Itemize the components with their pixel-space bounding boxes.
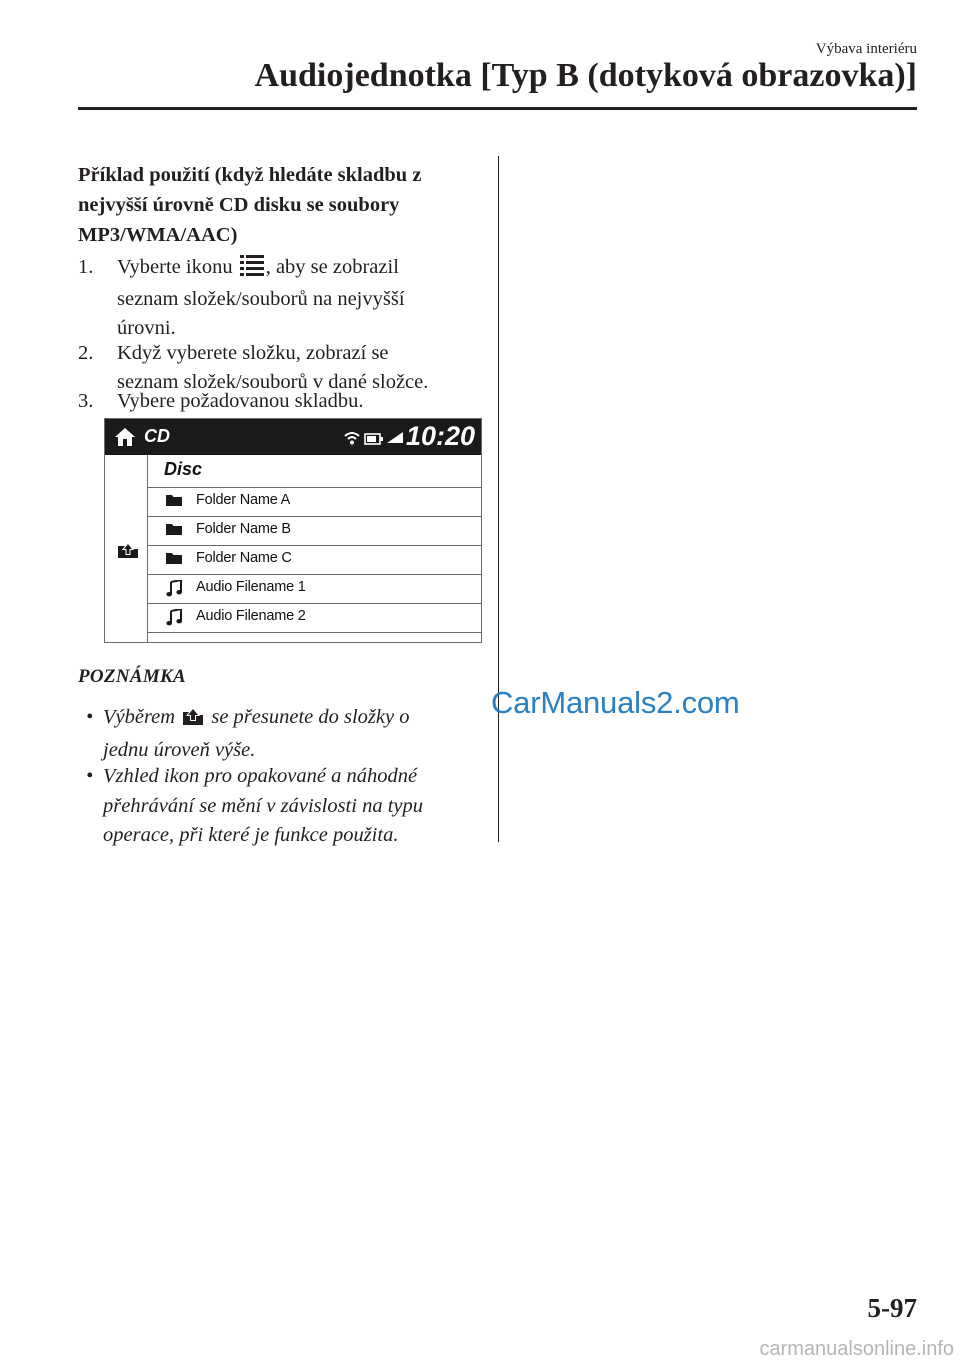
note-text: přehrávání se mění v závislosti na typu — [103, 794, 423, 817]
folder-row[interactable] — [148, 546, 481, 575]
note-heading: POZNÁMKA — [78, 666, 186, 687]
cd-screen-illustration — [104, 418, 482, 643]
list-header-label: Disc — [164, 459, 203, 479]
note-item-1 — [86, 703, 496, 765]
example-heading — [78, 160, 488, 250]
note-item-2 — [86, 762, 496, 851]
row-label: Audio Filename 1 — [196, 579, 306, 595]
step-number: 1. — [78, 256, 94, 278]
step-text: Vybere požadovanou skladbu. — [117, 390, 364, 412]
screen-title: CD — [144, 426, 170, 446]
wifi-icon — [344, 431, 360, 450]
example-heading-line: nejvyšší úrovně CD disku se soubory — [78, 194, 400, 216]
step-text: Když vyberete složku, zobrazí se — [117, 342, 389, 364]
step-3 — [78, 387, 498, 416]
folder-icon — [166, 522, 182, 541]
battery-icon — [364, 432, 384, 450]
step-text: úrovni. — [117, 317, 176, 339]
watermark: CarManuals2.com — [491, 685, 740, 720]
example-heading-line: Příklad použití (když hledáte skladbu z — [78, 164, 422, 186]
music-note-icon — [166, 609, 182, 631]
step-number: 2. — [78, 342, 94, 364]
chapter-title: Audiojednotka [Typ B (dotyková obrazovka)] — [254, 57, 917, 94]
example-heading-line: MP3/WMA/AAC) — [78, 224, 238, 246]
row-label: Folder Name C — [196, 550, 292, 566]
folder-icon — [166, 551, 182, 570]
step-text: Vyberte ikonu — [117, 256, 233, 278]
audio-file-row[interactable] — [148, 575, 481, 604]
signal-icon — [386, 431, 404, 449]
row-label: Folder Name A — [196, 492, 291, 508]
clock: 10:20 — [405, 421, 475, 451]
folder-row[interactable] — [148, 517, 481, 546]
header-divider — [78, 107, 917, 110]
folder-icon — [166, 493, 182, 512]
note-text: se přesunete do složky o — [211, 706, 410, 728]
back-panel[interactable] — [105, 455, 148, 642]
page-number: 5-97 — [867, 1293, 917, 1323]
list-icon — [240, 254, 264, 285]
bullet: • — [86, 706, 94, 728]
section-label: Výbava interiéru — [815, 41, 917, 57]
row-label: Folder Name B — [196, 521, 291, 537]
folder-up-icon[interactable] — [117, 541, 139, 564]
step-text: seznam složek/souborů v dané složce. — [117, 371, 429, 393]
row-label: Audio Filename 2 — [196, 608, 306, 624]
list-header — [148, 455, 481, 488]
music-note-icon — [166, 580, 182, 602]
audio-file-row[interactable] — [148, 604, 481, 633]
folder-up-icon — [182, 706, 204, 736]
home-icon[interactable] — [114, 427, 136, 452]
folder-row[interactable] — [148, 488, 481, 517]
bullet: • — [86, 765, 94, 787]
note-text: operace, při které je funkce použita. — [103, 824, 399, 846]
note-text: jednu úroveň výše. — [103, 738, 256, 761]
column-divider — [498, 156, 499, 842]
step-1 — [78, 253, 498, 343]
site-credit: carmanualsonline.info — [759, 1338, 954, 1360]
status-bar — [105, 419, 481, 455]
step-text: seznam složek/souborů na nejvyšší — [117, 288, 405, 310]
step-text: , aby se zobrazil — [265, 256, 399, 278]
note-text: Vzhled ikon pro opakované a náhodné — [103, 765, 418, 787]
note-text: Výběrem — [103, 706, 176, 728]
step-number: 3. — [78, 390, 94, 412]
